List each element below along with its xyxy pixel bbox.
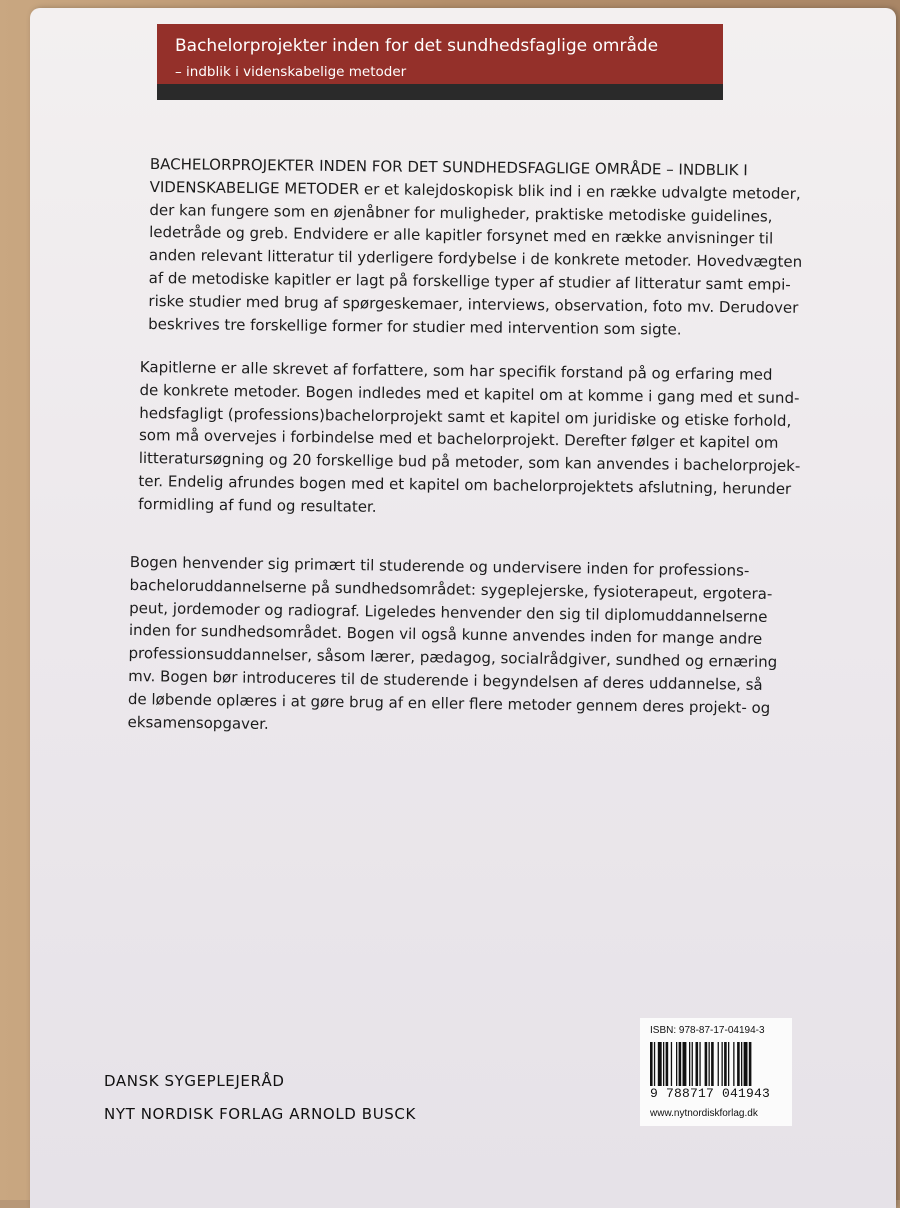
blurb-paragraph-3	[127, 551, 794, 743]
barcode-bars	[650, 1042, 782, 1086]
text-line: mv. Bogen bør introduceres til de studerende i begyndelsen af deres uddannelse, så	[128, 666, 763, 694]
publisher-name: NYT NORDISK FORLAG ARNOLD BUSCK	[104, 1105, 416, 1123]
text-line: Kapitlerne er alle skrevet af forfattere, som har specifik forstand på og erfaring med	[139, 357, 773, 384]
barcode-digits: 9 788717 041943	[650, 1086, 771, 1101]
text-line: beskrives tre forskellige former for studier med intervention som sigte.	[148, 314, 682, 339]
text-line: riske studier med brug af spørgeskemaer, interviews, observation, foto mv. Derudover	[148, 291, 799, 317]
text-line: formidling af fund og resultater.	[138, 494, 377, 516]
publisher-name: DANSK SYGEPLEJERÅD	[104, 1072, 285, 1090]
text-line: som må overvejes i forbindelse med et bachelorprojekt. Derefter følger et kapitel om	[138, 426, 779, 453]
text-line: af de metodiske kapitler er lagt på forskellige typer af studier af litteratur samt empi-	[148, 268, 791, 294]
text-line: de løbende oplæres i at gøre brug af en eller flere metoder gennem deres projekt- og	[127, 689, 771, 717]
banner-subtitle: – indblik i videnskabelige metoder	[175, 64, 407, 80]
text-line: der kan fungere som en øjenåbner for muligheder, praktiske metodiske guidelines,	[149, 200, 773, 226]
text-line: VIDENSKABELIGE METODER er et kalejdoskopisk blik ind i en række udvalgte metoder,	[149, 177, 801, 203]
text-line: de konkrete metoder. Bogen indledes med et kapitel om at komme i gang med et sund-	[139, 380, 800, 407]
text-line: anden relevant litteratur til yderligere fordybelse i de konkrete metoder. Hovedvægten	[148, 246, 803, 272]
text-line: eksamensopgaver.	[127, 712, 269, 733]
text-line: bacheloruddannelserne på sundhedsområdet: sygeplejerske, fysioterapeut, ergotera-	[129, 575, 773, 603]
isbn-label: ISBN: 978-87-17-04194-3	[650, 1025, 765, 1036]
text-line: ter. Endelig afrundes bogen med et kapitel om bachelorprojektets afslutning, herunder	[138, 471, 792, 498]
book-back-cover	[30, 8, 896, 1208]
text-line: peut, jordemoder og radiograf. Ligeledes henvender den sig til diplomuddannelserne	[129, 598, 768, 626]
banner-title: Bachelorprojekter inden for det sundhedsfaglige område	[175, 36, 659, 56]
publisher-url: www.nytnordiskforlag.dk	[650, 1108, 758, 1119]
text-line: litteratursøgning og 20 forskellige bud på metoder, som kan anvendes i bachelorprojek-	[138, 449, 801, 476]
title-banner	[157, 24, 723, 100]
blurb-paragraph-1	[148, 153, 810, 342]
text-line: professionsuddannelser, såsom lærer, pædagog, socialrådgiver, sundhed og ernæring	[128, 644, 778, 672]
blurb-paragraph-2	[138, 356, 805, 524]
text-line: ledetråde og greb. Endvidere er alle kapitler forsynet med en række anvisninger til	[149, 223, 774, 248]
text-line: inden for sundhedsområdet. Bogen vil også kunne anvendes inden for mange andre	[128, 621, 763, 649]
barcode-sticker	[640, 1018, 792, 1126]
text-line: hedsfagligt (professions)bachelorprojekt samt et kapitel om juridiske og etiske forhold,	[139, 403, 792, 430]
text-line: BACHELORPROJEKTER INDEN FOR DET SUNDHEDSFAGLIGE OMRÅDE – INDBLIK I	[149, 154, 748, 180]
text-line: Bogen henvender sig primært til studerende og undervisere inden for professions-	[129, 552, 750, 580]
